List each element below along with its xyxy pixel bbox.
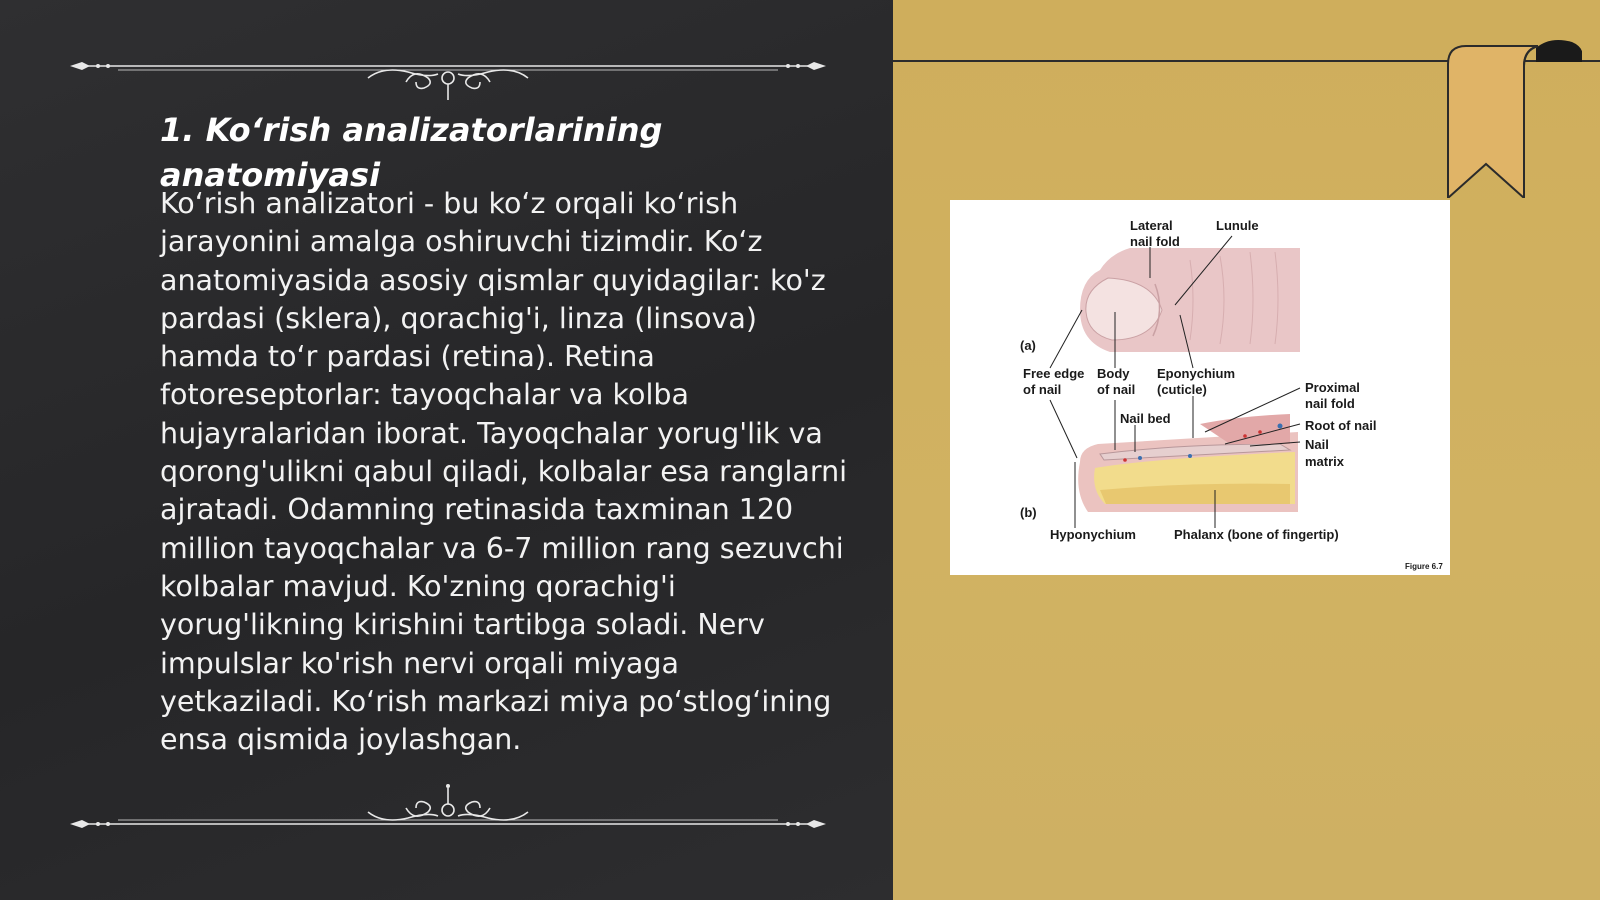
label-free-edge-2: of nail [1023, 382, 1062, 397]
label-matrix-2: matrix [1305, 454, 1345, 469]
label-body-2: of nail [1097, 382, 1136, 397]
nail-anatomy-figure [950, 200, 1450, 575]
top-ornament-icon [68, 52, 828, 112]
label-proximal: Proximal [1305, 380, 1360, 395]
bookmark-icon [1432, 36, 1582, 198]
slide-title: 1. Ko‘rish analizatorlarining anatomiyasi [160, 111, 663, 194]
bottom-ornament-icon [68, 772, 828, 832]
label-part-b: (b) [1020, 505, 1037, 520]
label-figure-number: Figure 6.7 [1405, 562, 1443, 571]
label-lateral: Lateral [1130, 218, 1173, 233]
label-part-a: (a) [1020, 338, 1036, 353]
slide-body [160, 185, 850, 759]
label-eponychium-2: (cuticle) [1157, 382, 1207, 397]
label-body: Body [1097, 366, 1130, 381]
label-phalanx: Phalanx (bone of fingertip) [1174, 527, 1339, 542]
nail-diagram [950, 200, 1450, 575]
label-matrix: Nail [1305, 437, 1329, 452]
label-lunule: Lunule [1216, 218, 1259, 233]
label-eponychium: Eponychium [1157, 366, 1236, 381]
body-paragraph: Ko‘rish analizatori - bu ko‘z orqali ko‘rish jarayonini amalga oshiruvchi tizimdir. Ko‘z anatomiyasida asosiy qismlar quyidagilar: ko'z pardasi (sklera), qorachig'i, linza (linsova) hamda to‘r pardasi (retina). Retina fotoreseptorlar: tayoqchalar va kolba hujayralaridan iborat. Tayoqchalar yorug'lik va qorong'ulikni qabul qiladi, kolbalar esa ranglarni ajratadi. Odamning retinasida taxminan 120 million tayoqchalar va 6-7 million rang sezuvchi kolbalar mavjud. Ko'zning qorachig'i yorug'likning kirishini tartibga soladi. Nerv impulslar ko'rish nervi orqali miyaga yetkaziladi. Ko‘rish markazi miya po‘stlog‘ining ensa qismida joylashgan. [160, 187, 848, 757]
label-root: Root of nail [1305, 418, 1377, 433]
label-lateral-2: nail fold [1130, 234, 1180, 249]
label-proximal-2: nail fold [1305, 396, 1355, 411]
label-free-edge: Free edge [1023, 366, 1085, 381]
label-hyponychium: Hyponychium [1050, 527, 1136, 542]
label-nail-bed: Nail bed [1120, 411, 1171, 426]
